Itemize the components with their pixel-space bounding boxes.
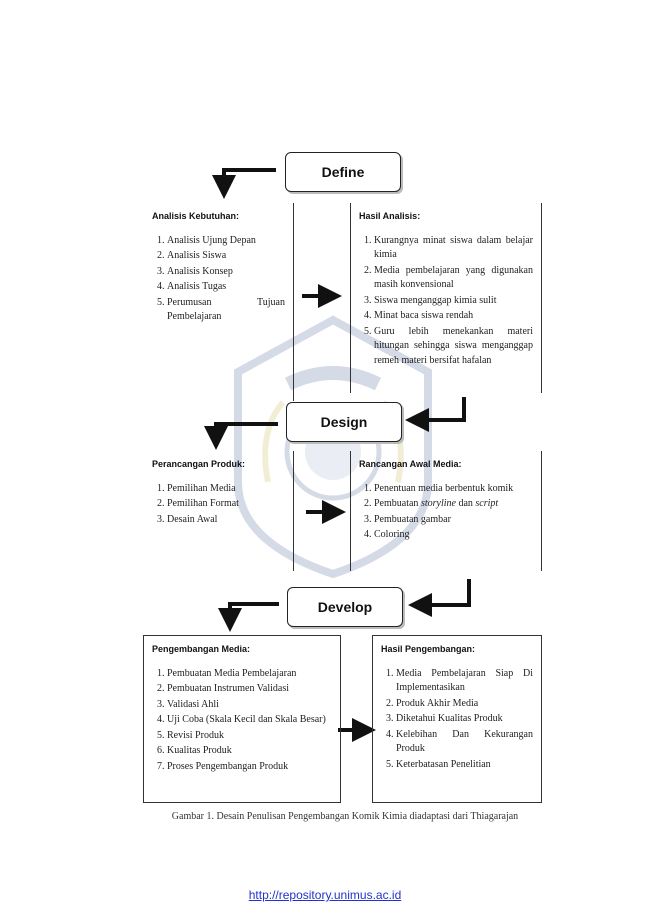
develop-left-panel bbox=[143, 635, 341, 803]
list-item: 1. Penentuan media berbentuk komik bbox=[374, 482, 533, 497]
design-right-panel bbox=[350, 451, 542, 571]
stage-define bbox=[285, 152, 401, 192]
list-item: 4. Minat baca siswa rendah bbox=[374, 309, 533, 324]
design-entry-arrow bbox=[417, 397, 464, 420]
list-item: 1. Pemilihan Media bbox=[167, 482, 285, 497]
panel-heading: Analisis Kebutuhan: bbox=[152, 211, 240, 221]
list-item: 1. Kurangnya minat siswa dalam belajar kimia bbox=[374, 234, 533, 263]
stage-design-label: Design bbox=[320, 414, 368, 430]
list-item: 3. Diketahui Kualitas Produk bbox=[396, 712, 533, 727]
panel-heading: Rancangan Awal Media: bbox=[359, 459, 462, 469]
stage-design bbox=[286, 402, 402, 442]
define-right-panel bbox=[350, 203, 542, 393]
stage-define-label: Define bbox=[321, 164, 365, 180]
list-item: 2. Pemilihan Format bbox=[167, 497, 285, 512]
list-item: 3. Pembuatan gambar bbox=[374, 513, 533, 528]
repository-link[interactable]: http://repository.unimus.ac.id bbox=[248, 888, 402, 902]
design-elbow-arrow bbox=[216, 424, 278, 438]
list-item: 1. Analisis Ujung Depan bbox=[167, 234, 285, 249]
item-italic-text: script bbox=[475, 498, 499, 509]
develop-elbow-arrow bbox=[230, 604, 279, 620]
figure-caption: Gambar 1. Desain Penulisan Pengembangan Komik Kimia diadaptasi dari Thiagarajan bbox=[171, 811, 519, 822]
list-item: 4. Kelebihan Dan Kekurangan Produk bbox=[396, 728, 533, 757]
define-left-panel bbox=[144, 203, 294, 401]
list-item: 3. Validasi Ahli bbox=[167, 698, 332, 713]
list-item: 2. Produk Akhir Media bbox=[396, 697, 533, 712]
list-item: 4. Uji Coba (Skala Kecil dan Skala Besar) bbox=[167, 713, 332, 728]
list-item: 3. Desain Awal bbox=[167, 513, 285, 528]
list-item: 5. Keterbatasan Penelitian bbox=[396, 758, 533, 773]
panel-heading: Hasil Pengembangan: bbox=[381, 644, 476, 654]
list-item: 1. Pembuatan Media Pembelajaran bbox=[167, 667, 332, 682]
list-item: 2. Pembuatan Instrumen Validasi bbox=[167, 682, 332, 697]
list-item: 3. Analisis Konsep bbox=[167, 265, 285, 280]
panel-heading: Perancangan Produk: bbox=[152, 459, 246, 469]
list-item: 5. Guru lebih menekankan materi hitungan sehingga siswa menganggap remeh materi bersifat hafalan bbox=[374, 325, 533, 369]
list-item: 4. Analisis Tugas bbox=[167, 280, 285, 295]
develop-right-panel bbox=[372, 635, 542, 803]
list-item: 1. Media Pembelajaran Siap Di Implementasikan bbox=[396, 667, 533, 696]
list-item: 5. Perumusan Tujuan Pembelajaran bbox=[167, 296, 285, 325]
list-item bbox=[374, 497, 533, 512]
design-left-panel bbox=[144, 451, 294, 571]
list-item: 2. Analisis Siswa bbox=[167, 249, 285, 264]
list-item: 7. Proses Pengembangan Produk bbox=[167, 760, 332, 775]
develop-entry-arrow bbox=[420, 579, 469, 605]
stage-develop bbox=[287, 587, 403, 627]
panel-heading: Hasil Analisis: bbox=[359, 211, 421, 221]
stage-develop-label: Develop bbox=[317, 599, 373, 615]
list-item: 4. Coloring bbox=[374, 528, 533, 543]
panel-heading: Pengembangan Media: bbox=[152, 644, 251, 654]
item-italic-text: storyline bbox=[420, 498, 456, 509]
define-elbow-arrow bbox=[224, 170, 276, 187]
list-item: 5. Revisi Produk bbox=[167, 729, 332, 744]
item-text: Pembuatan bbox=[374, 498, 421, 509]
item-text: dan bbox=[455, 498, 476, 509]
list-item: 2. Media pembelajaran yang digunakan masih konvensional bbox=[374, 264, 533, 293]
list-item: 6. Kualitas Produk bbox=[167, 744, 332, 759]
list-item: 3. Siswa menganggap kimia sulit bbox=[374, 294, 533, 309]
